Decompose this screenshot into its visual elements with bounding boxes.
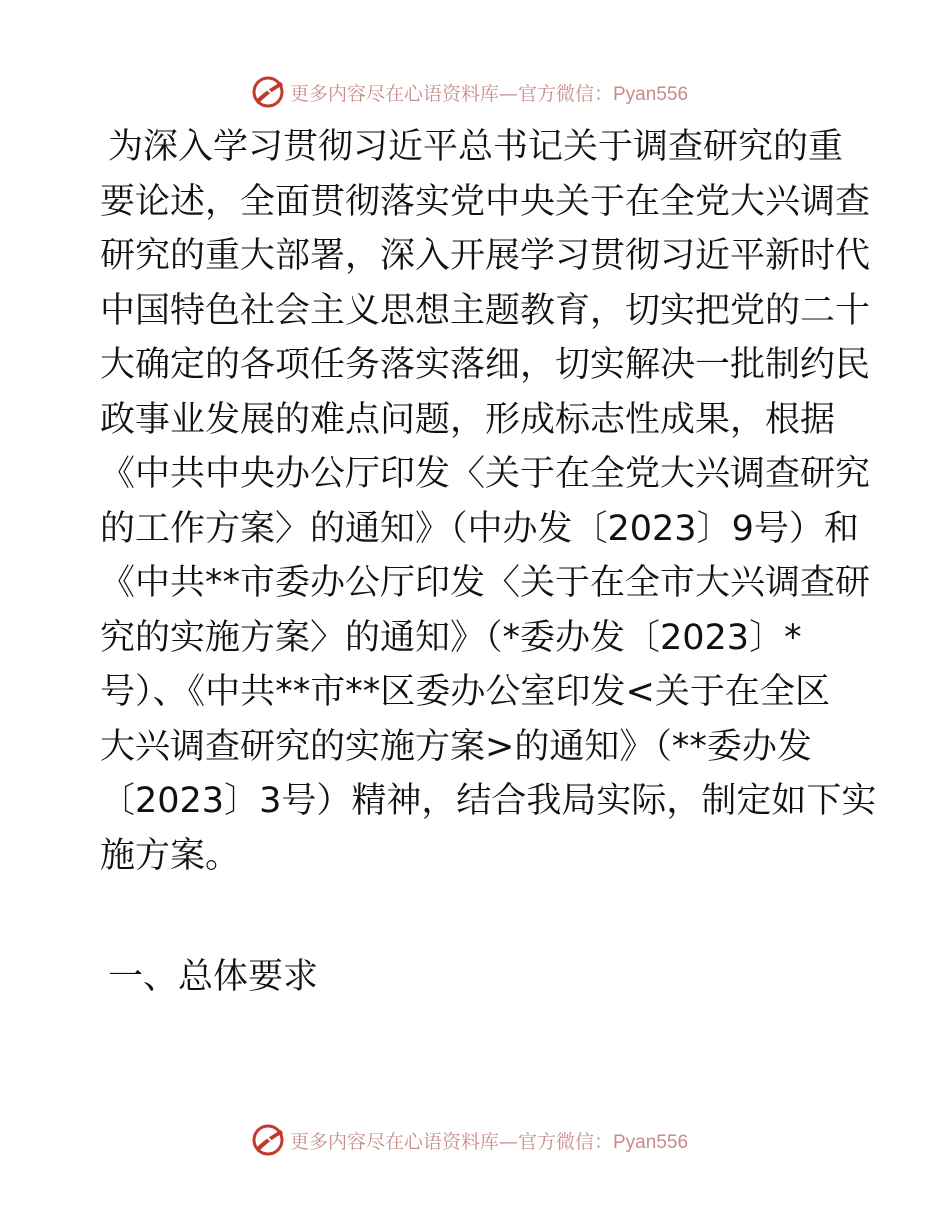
header-banner	[0, 72, 950, 112]
paragraph-line: 大兴调查研究的实施方案>的通知》（**委办发	[100, 726, 812, 767]
paragraph-line: 《中共**市委办公厅印发〈关于在全市大兴调查研	[100, 563, 871, 603]
section-heading: 一、总体要求	[108, 957, 319, 997]
banner-content	[250, 74, 688, 110]
pen-logo-icon	[250, 74, 286, 110]
paragraph-line: 为深入学习贯彻习近平总书记关于调查研究的重	[108, 127, 844, 167]
paragraph-line: 究的实施方案〉的通知》（*委办发〔2023〕*	[100, 617, 802, 658]
paragraph-line: 〔2023〕3号）精神，结合我局实际，制定如下实	[100, 781, 877, 821]
paragraph-line: 研究的重大部署，深入开展学习贯彻习近平新时代	[100, 236, 871, 276]
footer-banner	[0, 1120, 950, 1160]
banner-content	[250, 1122, 688, 1158]
banner-text-main: 更多内容尽在心语资料库—官方微信：	[289, 1130, 613, 1153]
paragraph-line: 要论述，全面贯彻落实党中央关于在全党大兴调查	[100, 181, 871, 222]
banner-wechat-id: Pyan556	[613, 1131, 689, 1153]
paragraph-line: 政事业发展的难点问题，形成标志性成果，根据	[100, 399, 836, 440]
pen-logo-icon	[250, 1122, 286, 1158]
paragraph-line: 中国特色社会主义思想主题教育，切实把党的二十	[100, 290, 871, 331]
banner-text	[290, 1127, 688, 1154]
paragraph-line: 的工作方案〉的通知》（中办发〔2023〕9号）和	[100, 508, 859, 549]
document-body	[100, 120, 877, 883]
paragraph-line: 施方案。	[100, 835, 241, 876]
banner-text-main: 更多内容尽在心语资料库—官方微信：	[289, 82, 613, 105]
banner-text	[290, 79, 688, 106]
paragraph-line: 号）、《中共**市**区委办公室印发<关于在全区	[100, 672, 830, 712]
banner-wechat-id: Pyan556	[613, 83, 689, 105]
paragraph-line: 《中共中央办公厅印发〈关于在全党大兴调查研究	[100, 454, 871, 494]
paragraph-line: 大确定的各项任务落实落细，切实解决一批制约民	[100, 345, 871, 385]
